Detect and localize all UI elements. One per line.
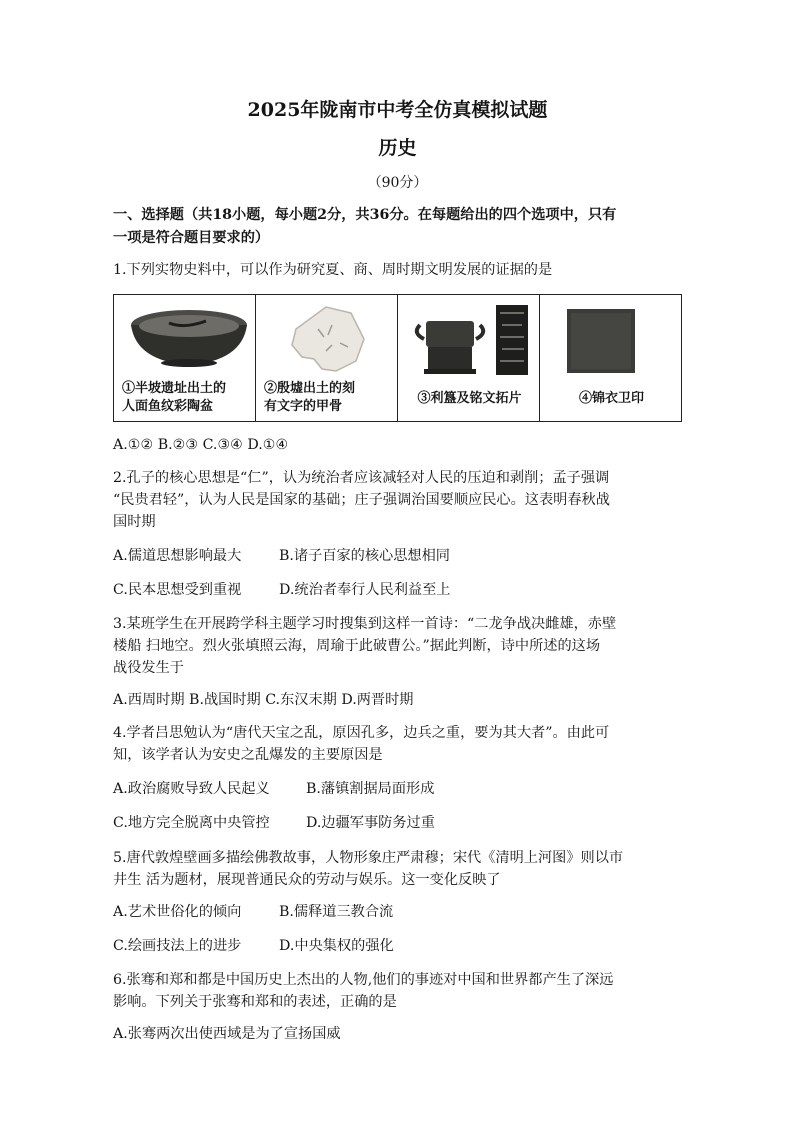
caption-pottery-line-1: ①半坡遗址出土的 — [122, 381, 227, 396]
q1-figure-table — [113, 294, 682, 422]
caption-oracle-line-2: 有文字的甲骨 — [264, 399, 343, 414]
q3-stem-line-3: 战役发生于 — [113, 660, 184, 676]
li-gui-image — [398, 299, 543, 377]
figure-cell-seal — [540, 295, 681, 421]
subject-title: 历史 — [378, 137, 417, 159]
q3-stem-line-1: 3.某班学生在开展跨学科主题学习时搜集到这样一首诗：“二龙争战决雌雄，赤壁 — [113, 616, 617, 632]
q2-stem-line-2: “民贵君轻”，认为人民是国家的基础；庄子强调治国要顺应民心。这表明春秋战 — [113, 492, 610, 508]
q5-option-d: D.中央集权的强化 — [279, 938, 394, 954]
exam-title: 2025年陇南市中考全仿真模拟试题 — [247, 99, 548, 121]
q4-stem-line-2: 知，该学者认为安史之乱爆发的主要原因是 — [113, 747, 383, 763]
q5-option-c: C.绘画技法上的进步 — [113, 938, 242, 954]
q5-option-b: B.儒释道三教合流 — [279, 904, 394, 920]
q5-option-a: A.艺术世俗化的倾向 — [113, 904, 242, 920]
q2-option-b: B.诸子百家的核心思想相同 — [279, 548, 450, 564]
q5-stem-line-1: 5.唐代敦煌壁画多描绘佛教故事，人物形象庄严肃穆；宋代《清明上河图》则以市 — [113, 850, 624, 866]
total-score: （90分） — [367, 175, 428, 191]
caption-seal: ④锦衣卫印 — [578, 391, 644, 406]
q2-option-d: D.统治者奉行人民利益至上 — [279, 582, 451, 598]
pottery-basin-image — [114, 299, 264, 377]
q6-option-a: A.张骞两次出使西域是为了宣扬国威 — [113, 1026, 341, 1042]
section-heading-line-1: 一、选择题（共18小题，每小题2分，共36分。在每题给出的四个选项中，只有 — [113, 207, 617, 223]
seal-image — [540, 299, 660, 377]
q2-stem-line-1: 2.孔子的核心思想是“仁”，认为统治者应该减轻对人民的压迫和剥削；孟子强调 — [113, 470, 610, 486]
q3-options: A.西周时期 B.战国时期 C.东汉末期 D.两晋时期 — [113, 692, 414, 708]
q1-stem: 1.下列实物史料中，可以作为研究夏、商、周时期文明发展的证据的是 — [113, 262, 553, 278]
figure-cell-oracle-bone — [256, 295, 398, 421]
q4-option-b: B.藩镇割据局面形成 — [306, 781, 435, 797]
caption-oracle-line-1: ②殷墟出土的刻 — [264, 381, 356, 396]
q2-option-c: C.民本思想受到重视 — [113, 582, 242, 598]
q2-option-a: A.儒道思想影响最大 — [113, 548, 242, 564]
q5-stem-line-2: 井生 活为题材，展现普通民众的劳动与娱乐。这一变化反映了 — [113, 872, 501, 888]
oracle-bone-image — [256, 299, 401, 377]
q4-stem-line-1: 4.学者吕思勉认为“唐代天宝之乱，原因孔多，边兵之重，要为其大者”。由此可 — [113, 725, 610, 741]
section-heading-line-2: 一项是符合题目要求的） — [113, 230, 270, 246]
q3-stem-line-2: 楼船 扫地空。烈火张填照云海，周瑜于此破曹公。”据此判断，诗中所述的这场 — [113, 638, 601, 654]
caption-li-gui: ③利簋及铭文拓片 — [417, 391, 522, 406]
figure-cell-pottery — [114, 295, 256, 421]
q2-stem-line-3: 国时期 — [113, 514, 156, 530]
caption-pottery-line-2: 人面鱼纹彩陶盆 — [122, 399, 214, 414]
q6-stem-line-2: 影响。下列关于张骞和郑和的表述，正确的是 — [113, 994, 397, 1010]
q4-option-a: A.政治腐败导致人民起义 — [113, 781, 270, 797]
q1-options: A.①② B.②③ C.③④ D.①④ — [113, 437, 289, 453]
q4-option-c: C.地方完全脱离中央管控 — [113, 815, 270, 831]
figure-cell-li-gui — [398, 295, 540, 421]
q4-option-d: D.边疆军事防务过重 — [306, 815, 435, 831]
q6-stem-line-1: 6.张骞和郑和都是中国历史上杰出的人物,他们的事迹对中国和世界都产生了深远 — [113, 972, 614, 988]
